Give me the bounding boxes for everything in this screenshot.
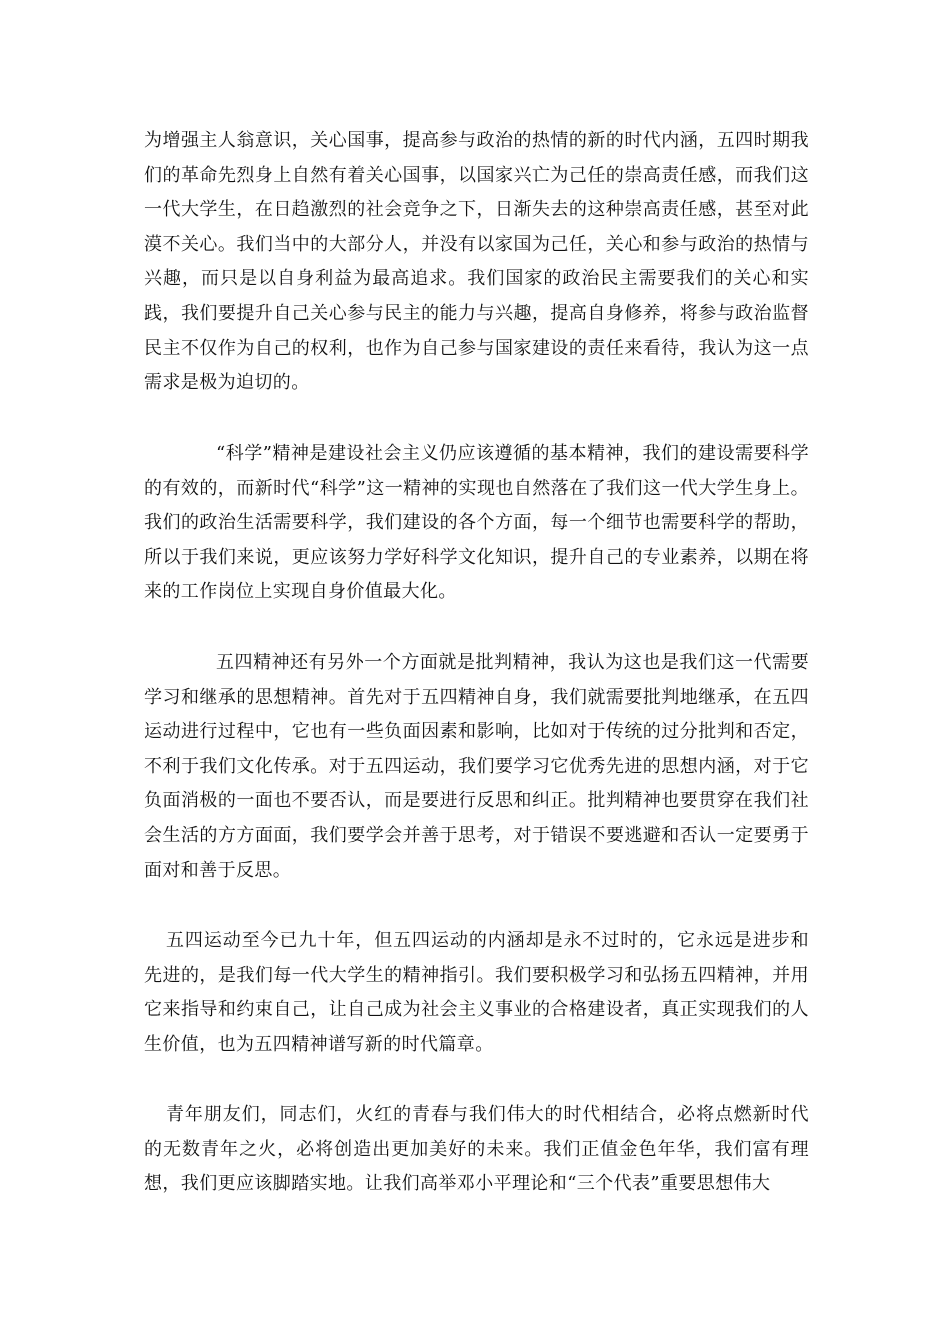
paragraph-youth-call: 青年朋友们，同志们，火红的青春与我们伟大的时代相结合，必将点燃新时代的无数青年之火，必将创造出更加美好的未来。我们正值金色年华，我们富有理想，我们更应该脚踏实地。让我们高举邓小平理论和“三个代表”重要思想伟大 (144, 1104, 809, 1195)
paragraph-may-fourth-legacy: 五四运动至今已九十年，但五四运动的内涵却是永不过时的，它永远是进步和先进的，是我们每一代大学生的精神指引。我们要积极学习和弘扬五四精神，并用它来指导和约束自己，让自己成为社会主义事业的合格建设者，真正实现我们的人生价值，也为五四精神谱写新的时代篇章。 (144, 930, 809, 1055)
paragraph-critical-spirit: 五四精神还有另外一个方面就是批判精神，我认为这也是我们这一代需要学习和继承的思想精神。首先对于五四精神自身，我们就需要批判地继承，在五四运动进行过程中，它也有一些负面因素和影响，比如对于传统的过分批判和否定，不利于我们文化传承。对于五四运动，我们要学习它优秀先进的思想内涵，对于它负面消极的一面也不要否认，而是要进行反思和纠正。批判精神也要贯穿在我们社会生活的方方面面，我们要学会并善于思考，对于错误不要逃避和否认一定要勇于面对和善于反思。 (144, 652, 809, 881)
paragraph-civic-responsibility: 为增强主人翁意识，关心国事，提高参与政治的热情的新的时代内涵，五四时期我们的革命先烈身上自然有着关心国事，以国家兴亡为己任的崇高责任感，而我们这一代大学生，在日趋激烈的社会竞争之下，日渐失去的这种崇高责任感，甚至对此漠不关心。我们当中的大部分人，并没有以家国为己任，关心和参与政治的热情与兴趣，而只是以自身利益为最高追求。我们国家的政治民主需要我们的关心和实践，我们要提升自己关心参与民主的能力与兴趣，提高自身修养，将参与政治监督民主不仅作为自己的权利，也作为自己参与国家建设的责任来看待，我认为这一点需求是极为迫切的。 (144, 130, 809, 394)
paragraph-science-spirit: “科学”精神是建设社会主义仍应该遵循的基本精神，我们的建设需要科学的有效的，而新时代“科学”这一精神的实现也自然落在了我们这一代大学生身上。我们的政治生活需要科学，我们建设的各个方面，每一个细节也需要科学的帮助，所以于我们来说，更应该努力学好科学文化知识，提升自己的专业素养，以期在将来的工作岗位上实现自身价值最大化。 (144, 443, 809, 603)
